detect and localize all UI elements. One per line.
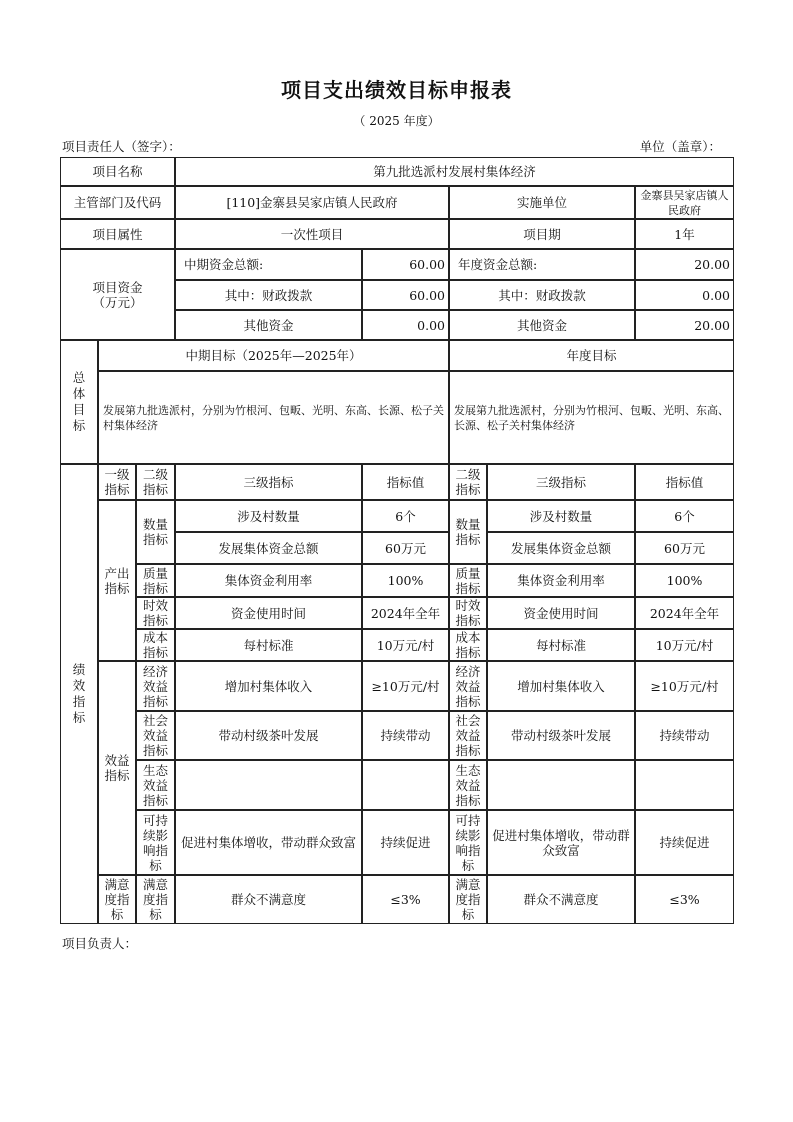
year-level3-header: 三级指标 [487,464,635,500]
year-other-value: 20.00 [635,310,734,340]
performance-goal-table [60,157,734,924]
year-l2-sustainable: 可持续影响指标 [449,810,487,875]
year-l3-row: 资金使用时间 [487,597,635,629]
year-fiscal-value: 0.00 [635,280,734,310]
year-value-row: 60万元 [635,532,734,564]
implementing-unit-label: 实施单位 [449,186,635,219]
unit-seal-label: 单位（盖章）： [639,139,721,154]
mid-goal-text: 发展第九批选派村，分别为竹根河、包畈、光明、东高、长源、松子关村集体经济 [98,371,449,464]
mid-value-row [362,760,449,810]
year-l2-social: 社会效益指标 [449,711,487,760]
mid-fiscal-value: 60.00 [362,280,449,310]
year-goal-text: 发展第九批选派村，分别为竹根河、包畈、光明、东高、长源、松子关村集体经济 [449,371,734,464]
mid-other-value: 0.00 [362,310,449,340]
mid-fiscal-label: 其中：财政拨款 [175,280,362,310]
year-l3-row: 群众不满意度 [487,875,635,924]
mid-value-row: 2024年全年 [362,597,449,629]
mid-l3-row: 每村标准 [175,629,362,661]
mid-total-value: 60.00 [362,249,449,280]
output-indicator-label: 产出指标 [98,500,136,661]
department-label: 主管部门及代码 [60,186,175,219]
department-value: [110]金寨县吴家店镇人民政府 [175,186,449,219]
mid-l3-row: 集体资金利用率 [175,564,362,597]
year-l2-ecological: 生态效益指标 [449,760,487,810]
mid-goal-header: 中期目标（2025年—2025年） [98,340,449,371]
project-period-label: 项目期 [449,219,635,249]
level3-header: 三级指标 [175,464,362,500]
year-l3-row: 集体资金利用率 [487,564,635,597]
effect-indicator-label: 效益指标 [98,661,136,875]
mid-l2-quality: 质量指标 [136,564,175,597]
mid-value-row: 6个 [362,500,449,532]
year-other-label: 其他资金 [449,310,635,340]
level2-header: 二级指标 [136,464,175,500]
mid-value-row: 60万元 [362,532,449,564]
project-attribute-label: 项目属性 [60,219,175,249]
year-l3-row [487,760,635,810]
mid-l3-row: 群众不满意度 [175,875,362,924]
year-value-row: 持续带动 [635,711,734,760]
year-l3-row: 增加村集体收入 [487,661,635,711]
project-funds-label: 项目资金（万元） [60,249,175,340]
mid-l3-row: 资金使用时间 [175,597,362,629]
mid-value-row: 100% [362,564,449,597]
year-value-row: 6个 [635,500,734,532]
year-goal-header: 年度目标 [449,340,734,371]
year-fiscal-label: 其中：财政拨款 [449,280,635,310]
year-l2-cost: 成本指标 [449,629,487,661]
mid-l3-row: 发展集体资金总额 [175,532,362,564]
year-l2-quantity: 数量指标 [449,500,487,564]
mid-l3-row: 带动村级茶叶发展 [175,711,362,760]
implementing-unit-value: 金寨县吴家店镇人民政府 [635,186,734,219]
mid-other-label: 其他资金 [175,310,362,340]
mid-l2-economic: 经济效益指标 [136,661,175,711]
year-value-row: 持续促进 [635,810,734,875]
year-l2-satisfaction: 满意度指标 [449,875,487,924]
responsible-signature-label: 项目责任人（签字）： [62,139,181,154]
year-value-header: 指标值 [635,464,734,500]
mid-l2-satisfaction: 满意度指标 [136,875,175,924]
year-l3-row: 涉及村数量 [487,500,635,532]
project-name-value: 第九批选派村发展村集体经济 [175,157,734,186]
mid-value-row: 持续促进 [362,810,449,875]
year-l3-row: 发展集体资金总额 [487,532,635,564]
year-value-row: 2024年全年 [635,597,734,629]
year-value-row: ≤3% [635,875,734,924]
mid-total-label: 中期资金总额: [175,249,362,280]
project-name-label: 项目名称 [60,157,175,186]
mid-l2-cost: 成本指标 [136,629,175,661]
mid-value-row: ≥10万元/村 [362,661,449,711]
level1-header: 一级指标 [98,464,136,500]
mid-value-row: 持续带动 [362,711,449,760]
mid-l3-row [175,760,362,810]
mid-value-row: 10万元/村 [362,629,449,661]
year-value-row: 100% [635,564,734,597]
year-value-row [635,760,734,810]
overall-goal-label: 总体目标 [60,340,98,464]
performance-indicator-label: 绩效指标 [60,464,98,924]
mid-value-row: ≤3% [362,875,449,924]
year-l2-economic: 经济效益指标 [449,661,487,711]
year-total-value: 20.00 [635,249,734,280]
year-l2-timeliness: 时效指标 [449,597,487,629]
mid-l2-sustainable: 可持续影响指标 [136,810,175,875]
year-value-row: 10万元/村 [635,629,734,661]
year-level2-header: 二级指标 [449,464,487,500]
report-year: （ 2025 年度） [353,114,440,128]
year-l3-row: 每村标准 [487,629,635,661]
project-leader-label: 项目负责人： [62,936,138,951]
satisfaction-indicator-label: 满意度指标 [98,875,136,924]
mid-l3-row: 涉及村数量 [175,500,362,532]
project-attribute-value: 一次性项目 [175,219,449,249]
page-title: 项目支出绩效目标申报表 [281,78,512,102]
mid-l2-ecological: 生态效益指标 [136,760,175,810]
year-l3-row: 促进村集体增收，带动群众致富 [487,810,635,875]
year-l2-quality: 质量指标 [449,564,487,597]
year-l3-row: 带动村级茶叶发展 [487,711,635,760]
mid-l3-row: 促进村集体增收，带动群众致富 [175,810,362,875]
mid-l2-social: 社会效益指标 [136,711,175,760]
mid-l2-timeliness: 时效指标 [136,597,175,629]
project-period-value: 1年 [635,219,734,249]
year-value-row: ≥10万元/村 [635,661,734,711]
year-total-label: 年度资金总额: [449,249,635,280]
mid-l3-row: 增加村集体收入 [175,661,362,711]
mid-l2-quantity: 数量指标 [136,500,175,564]
value-header: 指标值 [362,464,449,500]
